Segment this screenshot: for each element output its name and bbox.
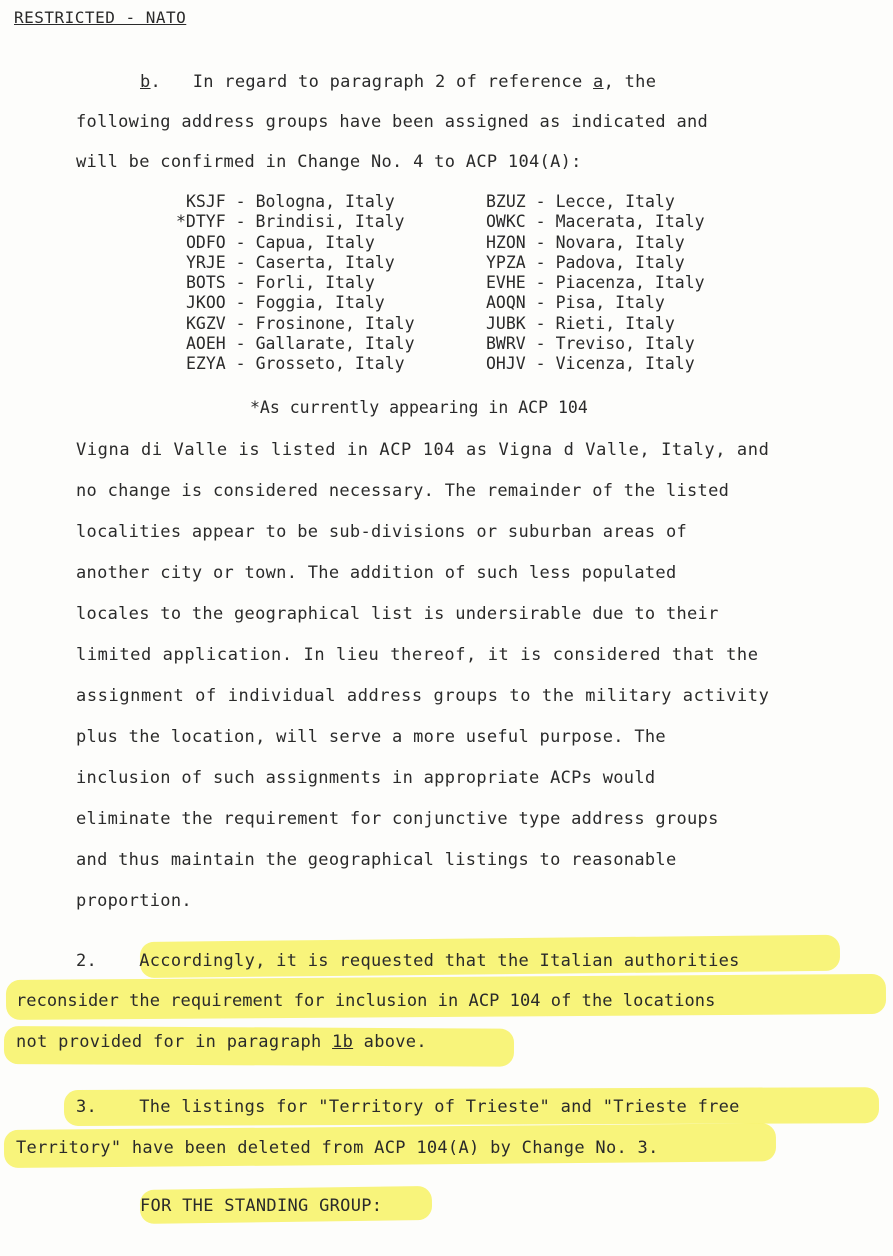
address-place: Treviso, Italy xyxy=(555,334,695,354)
address-code: JUBK xyxy=(486,313,526,333)
address-place: Pisa, Italy xyxy=(555,293,665,313)
address-code: BZUZ xyxy=(486,192,526,211)
para-3-line-2: Territory" have been deleted from ACP 104(A) by Change No. 3. xyxy=(16,1138,659,1158)
address-place: Piacenza, Italy xyxy=(555,273,705,293)
table-row: ODFO - Capua, Italy HZON - Novara, Italy xyxy=(186,232,685,252)
address-code: ODFO xyxy=(186,232,226,252)
address-code: AOEH xyxy=(186,334,226,354)
address-place: Capua, Italy xyxy=(255,232,375,252)
address-place: Caserta, Italy xyxy=(255,252,395,272)
para-2-line-3-end: above. xyxy=(353,1032,427,1052)
body-line: proportion. xyxy=(76,891,192,911)
para-2-number: 2. xyxy=(76,951,98,971)
table-row: KSJF - Bologna, Italy BZUZ - Lecce, Italy xyxy=(186,192,675,211)
section-b-text-1: In regard to paragraph 2 of reference xyxy=(192,72,594,92)
address-code: AOQN xyxy=(486,293,526,313)
address-group-table xyxy=(176,192,705,375)
section-b-number-period: . xyxy=(150,72,193,92)
table-row: AOEH - Gallarate, Italy BWRV - Treviso, Italy xyxy=(186,334,695,354)
body-line: no change is considered necessary. The remainder of the listed xyxy=(76,481,730,501)
para-2-line-3-text: not provided for in paragraph xyxy=(16,1032,333,1052)
body-line: eliminate the requirement for conjunctive type address groups xyxy=(76,809,719,829)
address-place: Vicenza, Italy xyxy=(555,354,695,374)
section-b-line-1-end: , the xyxy=(603,72,657,92)
footnote: *As currently appearing in ACP 104 xyxy=(250,398,588,417)
address-place: Macerata, Italy xyxy=(555,212,705,232)
classification-header: RESTRICTED - NATO xyxy=(14,8,187,27)
body-line: locales to the geographical list is undersirable due to their xyxy=(76,604,719,624)
para-2-line-2: reconsider the requirement for inclusion in ACP 104 of the locations xyxy=(16,991,716,1011)
address-place: Foggia, Italy xyxy=(255,293,385,313)
body-line: localities appear to be sub-divisions or suburban areas of xyxy=(76,522,688,542)
address-place: Padova, Italy xyxy=(555,252,685,272)
address-code: BOTS xyxy=(186,273,226,293)
body-line: Vigna di Valle is listed in ACP 104 as Vigna d Valle, Italy, and xyxy=(76,440,770,460)
table-row: YRJE - Caserta, Italy YPZA - Padova, Italy xyxy=(186,252,685,272)
body-line: another city or town. The addition of such less populated xyxy=(76,563,677,583)
address-code: JKOO xyxy=(186,293,226,313)
table-row: BOTS - Forli, Italy EVHE - Piacenza, Italy xyxy=(186,273,705,293)
reference-letter: a xyxy=(593,72,604,92)
address-place: Brindisi, Italy xyxy=(255,212,405,232)
address-place: Frosinone, Italy xyxy=(255,313,415,333)
para-2-line-1 xyxy=(76,951,740,971)
address-code: YRJE xyxy=(186,252,226,272)
section-b-line-2: following address groups have been assigned as indicated and xyxy=(76,112,709,132)
address-code: KGZV xyxy=(186,313,226,333)
table-row: *DTYF - Brindisi, Italy OWKC - Macerata, Italy xyxy=(176,212,705,232)
body-line: inclusion of such assignments in appropriate ACPs would xyxy=(76,768,656,788)
para-3-text: The listings for "Territory of Trieste" and "Trieste free xyxy=(139,1097,740,1117)
table-row: EZYA - Grosseto, Italy OHJV - Vicenza, Italy xyxy=(186,354,695,374)
body-line: and thus maintain the geographical listings to reasonable xyxy=(76,850,677,870)
body-line: limited application. In lieu thereof, it is considered that the xyxy=(76,645,759,665)
para-3-number: 3. xyxy=(76,1097,98,1117)
address-code: YPZA xyxy=(486,252,526,272)
address-place: Gallarate, Italy xyxy=(255,334,415,354)
address-code: OWKC xyxy=(486,212,526,232)
address-code: OHJV xyxy=(486,354,526,374)
body-line: assignment of individual address groups to the military activity xyxy=(76,686,770,706)
para-2-text: Accordingly, it is requested that the Italian authorities xyxy=(139,951,740,971)
section-b-number: b xyxy=(140,72,151,92)
address-code: EVHE xyxy=(486,273,526,293)
address-code: HZON xyxy=(486,232,526,252)
address-place: Lecce, Italy xyxy=(555,192,675,211)
address-code: KSJF xyxy=(186,192,226,211)
address-place: Novara, Italy xyxy=(555,232,685,252)
table-row: JKOO - Foggia, Italy AOQN - Pisa, Italy xyxy=(186,293,665,313)
address-code: *DTYF xyxy=(176,212,226,232)
para-2-line-3 xyxy=(16,1032,427,1052)
paragraph-reference: 1b xyxy=(332,1032,354,1052)
table-row: KGZV - Frosinone, Italy JUBK - Rieti, Italy xyxy=(186,313,675,333)
address-place: Grosseto, Italy xyxy=(255,354,405,374)
section-b-line-3: will be confirmed in Change No. 4 to ACP 104(A): xyxy=(76,152,582,172)
para-3-line-1 xyxy=(76,1097,740,1117)
closing-signature-block: FOR THE STANDING GROUP: xyxy=(140,1196,383,1216)
address-place: Rieti, Italy xyxy=(555,313,675,333)
section-b-line-1 xyxy=(140,72,656,92)
body-line: plus the location, will serve a more useful purpose. The xyxy=(76,727,666,747)
address-code: EZYA xyxy=(186,354,226,374)
address-place: Forli, Italy xyxy=(255,273,375,293)
address-code: BWRV xyxy=(486,334,526,354)
address-place: Bologna, Italy xyxy=(255,192,395,211)
